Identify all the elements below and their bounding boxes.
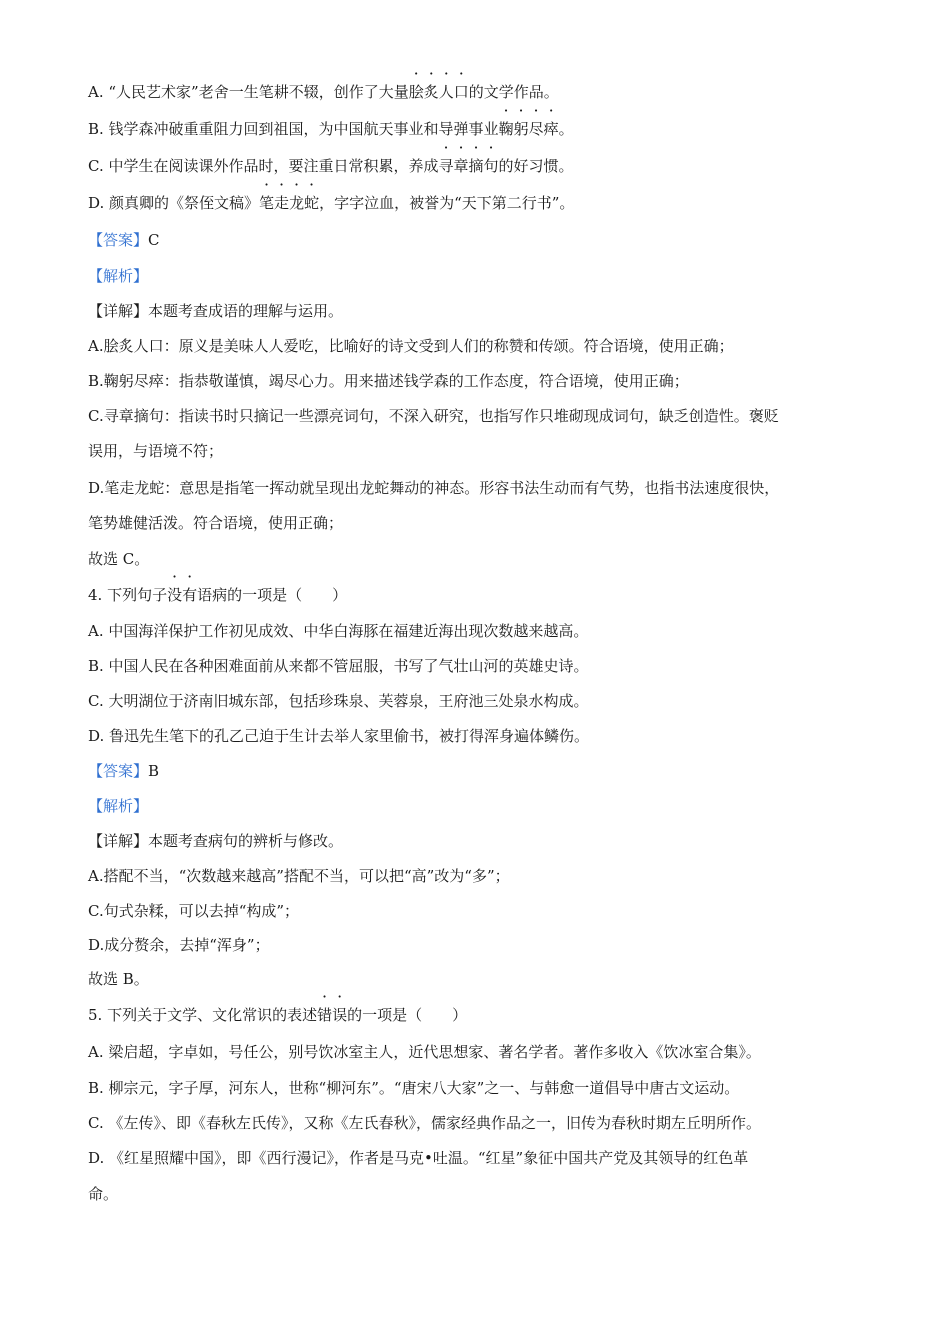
q3-option-c [88,155,870,177]
q5-stem-emphasis [317,1006,347,1024]
q3-option-b [88,118,870,140]
emphasis-char: 尽 [528,120,544,138]
emphasis-char: 瘁 [543,120,559,138]
q4-detail [88,830,870,852]
emphasis-char: 句 [483,157,499,175]
q3-option-a-emphasis [409,83,469,101]
q4-stem [88,584,870,606]
q3-explain-line: 笔势雄健活泼。符合语境，使用正确； [88,514,344,532]
emphasis-char: 躬 [513,120,529,138]
q4-stem-emphasis [167,586,197,604]
q4-option-d: D. 鲁迅先生笔下的孔乙己迫于生计去举人家里偷书，被打得浑身遍体鳞伤。 [88,727,590,745]
q4-stem-tail: 语病的一项是（ ） [197,586,348,604]
emphasis-char: 寻 [438,157,454,175]
q4-explain-line: A.搭配不当，“次数越来越高”搭配不当，可以把“高”改为“多”； [88,867,510,885]
q4-option-c: C. 大明湖位于济南旧城东部，包括珍珠泉、芙蓉泉，王府池三处泉水构成。 [88,692,589,710]
emphasis-char: 口 [453,83,469,101]
emphasis-char: 蛇 [304,194,320,212]
detail-label: 【详解】 [88,302,149,320]
emphasis-char: 笔 [259,194,275,212]
q5-option-d-continued: 命。 [88,1185,119,1203]
detail-text: 本题考查病句的辨析与修改。 [148,832,344,850]
emphasis-char: 鞠 [498,120,514,138]
q3-analysis [88,265,870,287]
q4-stem-text: 4. 下列句子 [88,586,168,604]
q4-option-a: A. 中国海洋保护工作初见成效、中华白海豚在福建近海出现次数越来越高。 [88,622,589,640]
q3-detail [88,300,870,322]
q4-conclusion: 故选 B。 [88,970,149,988]
q3-option-d-emphasis [259,194,319,212]
q4-option-b: B. 中国人民在各种困难面前从来都不管屈服，书写了气壮山河的英雄史诗。 [88,657,589,675]
q4-answer [88,760,870,782]
q3-explain-line: A.脍炙人口：原义是美味人人爱吃，比喻好的诗文受到人们的称赞和传颂。符合语境，使用正确； [88,337,734,355]
emphasis-char: 人 [438,83,454,101]
q3-conclusion: 故选 C。 [88,550,150,568]
q3-explain-line: C.寻章摘句：指读书时只摘记一些漂亮词句，不深入研究，也指写作只堆砌现成词句，缺乏创造性。褒贬 [88,407,779,425]
emphasis-char: 摘 [468,157,484,175]
q4-explain-line: C.句式杂糅，可以去掉“构成”； [88,902,300,920]
q3-option-c-tail: 的好习惯。 [498,157,574,175]
q3-answer [88,229,870,251]
emphasis-char: 龙 [289,194,305,212]
q4-explain-line: D.成分赘余，去掉“浑身”； [88,936,270,954]
emphasis-char: 没 [167,586,183,604]
q5-stem [88,1004,870,1026]
q3-option-c-text: C. 中学生在阅读课外作品时，要注重日常积累，养成 [88,157,439,175]
q3-explain-line: B.鞠躬尽瘁：指恭敬谨慎，竭尽心力。用来描述钱学森的工作态度，符合语境，使用正确； [88,372,689,390]
q5-stem-text: 5. 下列关于文学、文化常识的表述 [88,1006,318,1024]
q3-option-a-text: A. “人民艺术家”老舍一生笔耕不辍，创作了大量 [88,83,409,101]
q3-option-b-text: B. 钱学森冲破重重阻力回到祖国，为中国航天事业和导弹事业 [88,120,499,138]
analysis-label: 【解析】 [88,797,149,815]
emphasis-char: 误 [332,1006,348,1024]
q3-option-a [88,81,870,103]
q5-option-b: B. 柳宗元，字子厚，河东人，世称“柳河东”。“唐宋八大家”之一、与韩愈一道倡导中唐古文运动。 [88,1079,740,1097]
q3-option-b-emphasis [499,120,559,138]
detail-label: 【详解】 [88,832,149,850]
emphasis-char: 脍 [408,83,424,101]
answer-value: C [148,231,160,249]
q5-stem-tail: 的一项是（ ） [347,1006,468,1024]
emphasis-char: 错 [317,1006,333,1024]
q3-option-d-tail: ，字字泣血，被誉为“天下第二行书”。 [319,194,575,212]
q5-option-c: C. 《左传》、即《春秋左氏传》，又称《左氏春秋》，儒家经典作品之一，旧传为春秋时期左丘明所作。 [88,1114,761,1132]
emphasis-char: 走 [274,194,290,212]
analysis-label: 【解析】 [88,267,149,285]
q4-analysis [88,795,870,817]
answer-value: B [148,762,160,780]
q3-option-b-tail: 。 [558,120,574,138]
q3-option-d [88,192,870,214]
q5-option-d: D. 《红星照耀中国》，即《西行漫记》，作者是马克•吐温。“红星”象征中国共产党及其领导的红色革 [88,1149,749,1167]
emphasis-char: 章 [453,157,469,175]
q3-option-d-text: D. 颜真卿的《祭侄文稿》 [88,194,260,212]
q3-explain-line: 误用，与语境不符； [88,442,224,460]
answer-label: 【答案】 [88,762,149,780]
emphasis-char: 有 [182,586,198,604]
q5-option-a: A. 梁启超，字卓如，号任公，别号饮冰室主人，近代思想家、著名学者。著作多收入《饮冰室合集》。 [88,1043,761,1061]
q3-explain-line: D.笔走龙蛇：意思是指笔一挥动就呈现出龙蛇舞动的神态。形容书法生动而有气势，也指书法速度很快， [88,479,780,497]
emphasis-char: 炙 [423,83,439,101]
answer-label: 【答案】 [88,231,149,249]
q3-option-c-emphasis [438,157,498,175]
detail-text: 本题考查成语的理解与运用。 [148,302,344,320]
q3-option-a-tail: 的文学作品。 [468,83,559,101]
